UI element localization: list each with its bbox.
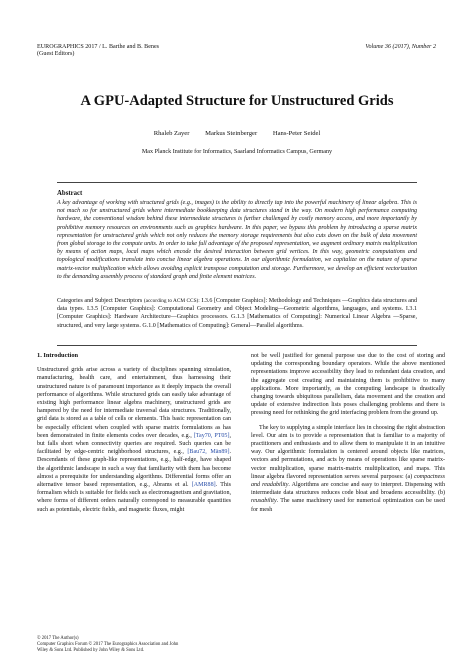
text-run: . The same machinery used for numerical optimization can be used for mesh [251, 498, 445, 513]
left-column [37, 352, 231, 514]
right-column [251, 352, 445, 514]
emphasis-text: compactness and readability [251, 473, 445, 489]
ccs-categories [57, 297, 417, 330]
text-run: . This formalism which is suitable for fields such as electromagnetism and gravitation, where forms of different orders naturally correspond to measurable quantities such as potentials, electric fields, and magnetic fluxes, might [37, 482, 231, 513]
header-volume: Volume 36 (2017), Number 2 [365, 44, 436, 50]
citation-link[interactable]: [AMR88] [191, 482, 216, 489]
footer-line: Computer Graphics Forum © 2017 The Eurographics Association and John [37, 642, 179, 647]
intro-paragraph [251, 424, 445, 514]
footer-line: © 2017 The Author(s) [37, 636, 79, 641]
author-name: Rhaleb Zayer [153, 130, 190, 137]
author-name: Markus Steinberger [205, 130, 258, 137]
text-run: , but falls short when connectivity queries are required. Such queries can be facilitated by edge-centric neighborhood structures, e.g., [37, 432, 231, 456]
intro-paragraph [37, 366, 231, 514]
ccs-lead-note: (according to ACM CCS): [143, 298, 200, 304]
copyright-footer [37, 636, 178, 654]
divider [57, 345, 417, 346]
text-run: . Algorithms are concise and easy to interpret. Dispensing with intermediate data structures reduces code bloat and broadens accessibility. (b) [251, 482, 445, 497]
affiliation: Max Planck Institute for Informatics, Saarland Informatics Campus, Germany [141, 149, 333, 155]
citation-link[interactable]: [Tay70, PT05] [193, 432, 230, 439]
text-run: The key to supplying a simple interface lies in choosing the right abstraction level. Our aim is to provide a representation that is familiar to a majority of practitioners and enthusiasts and to allow them to manipulate it in an intuitive way. Our algorithmic formulation is centered around objects like matrices, vectors and permutations, and acts by means of operations like sparse matrix-vector multiplication, sparse matrix-matrix multiplication, and maps. This linear algebra flavored representation serves several purposes: (a) [251, 424, 445, 480]
emphasis-text: reusability [251, 498, 277, 505]
author-list [0, 130, 474, 137]
divider [57, 182, 417, 183]
ccs-text: I.3.6 [Computer Graphics]: Methodology and Techniques —Graphics data structures and data types. I.3.5 [Computer Graphics]: Computational Geometry and Object Modeling—Geometric algorithms, languages, and systems. I.3.1 [Computer Graphics]: Hardware Architecture—Graphics processors. G.1.3 [Mathematics of Computing]: Numerical Linear Algebra —Sparse, structured, and very large systems. G.1.0 [Mathematics of Computing]: General—Parallel algorithms. [57, 298, 417, 329]
running-header [37, 44, 159, 59]
ccs-lead: Categories and Subject Descriptors [57, 298, 143, 304]
section-heading: 1. Introduction [37, 352, 79, 359]
footer-line: Wiley & Sons Ltd. Published by John Wiley & Sons Ltd. [37, 648, 145, 653]
paper-title: A GPU-Adapted Structure for Unstructured Grids [80, 93, 394, 109]
abstract-heading: Abstract [57, 190, 83, 197]
author-name: Hans-Peter Seidel [272, 130, 321, 137]
intro-paragraph: not be well justified for general purpose use due to the cost of storing and updating the corresponding boundary operators. While the above mentioned representations improve accessibility they lead to redundant data creation, and the aggregate cost creating and maintaining them is prohibitive to many applications. More importantly, as the computing landscape is drastically changing towards ubiquitous parallelism, data movement and the creation and update of extensive indirection lists poses challenging problems and there is pressing need for rethinking the grid interfacing problem from the ground up. [251, 353, 445, 417]
text-run: Unstructured grids arise across a variety of disciplines spanning simulation, manufacturing, health care, and entertainment, thus harnessing their unstructured nature is of paramount importance as it deeply impacts the overall performance of algorithms. While structured grids can easily take advantage of existing high performance linear algebra machinery, unstructured grids are hampered by the need for intermediate traversal data structures. Traditionally, grid data is stored as a table of cells or elements. This basic representation can be especially efficient when coupled with sparse matrix formulations as has been demonstrated in finite elements codes over decades, e.g., [37, 367, 231, 439]
header-conference: EUROGRAPHICS 2017 / L. Barthe and B. Benes [37, 44, 160, 50]
citation-link[interactable]: [Bau72, Män89] [187, 449, 230, 456]
text-run: . Descendants of these graph-like representations, e.g., half-edge, have shaped the algorithmic landscape in such a way that familiarity with them has become almost a prerequisite for understanding algorithms. Differential forms offer an alternative tensor based representation, e.g., Abrams et al. [37, 449, 231, 489]
abstract-text: A key advantage of working with structured grids (e.g., images) is the ability to directly tap into the powerful machinery of linear algebra. This is not much so for unstructured grids where intermediate bookkeeping data structures stand in the way. On modern high performance computing hardware, the conventional wisdom behind these intermediate structures is further challenged by costly memory access, and more importantly by prohibitive memory resources on environments such as graphics hardware. In this paper, we bypass this problem by introducing a sparse matrix representation for unstructured grids which not only reduces the memory storage requirements but also cuts down on the bulk of data movement from global storage to the compute units. In order to take full advantage of the proposed representation, we augment ordinary matrix multiplication by means of action maps, local maps which encode the desired interaction between grid vertices. In this way, geometric computations and topological modifications translate into concise linear algebra operations. In our algorithmic formulation, we capitalize on the nature of sparse matrix-vector multiplication which allows avoiding explicit transpose computation and storage. Furthermore, we develop an efficient vectorization to the demanding assembly process of standard graph and finite element matrices. [57, 200, 417, 280]
header-editors: (Guest Editors) [37, 51, 75, 58]
abstract-block [57, 190, 417, 281]
